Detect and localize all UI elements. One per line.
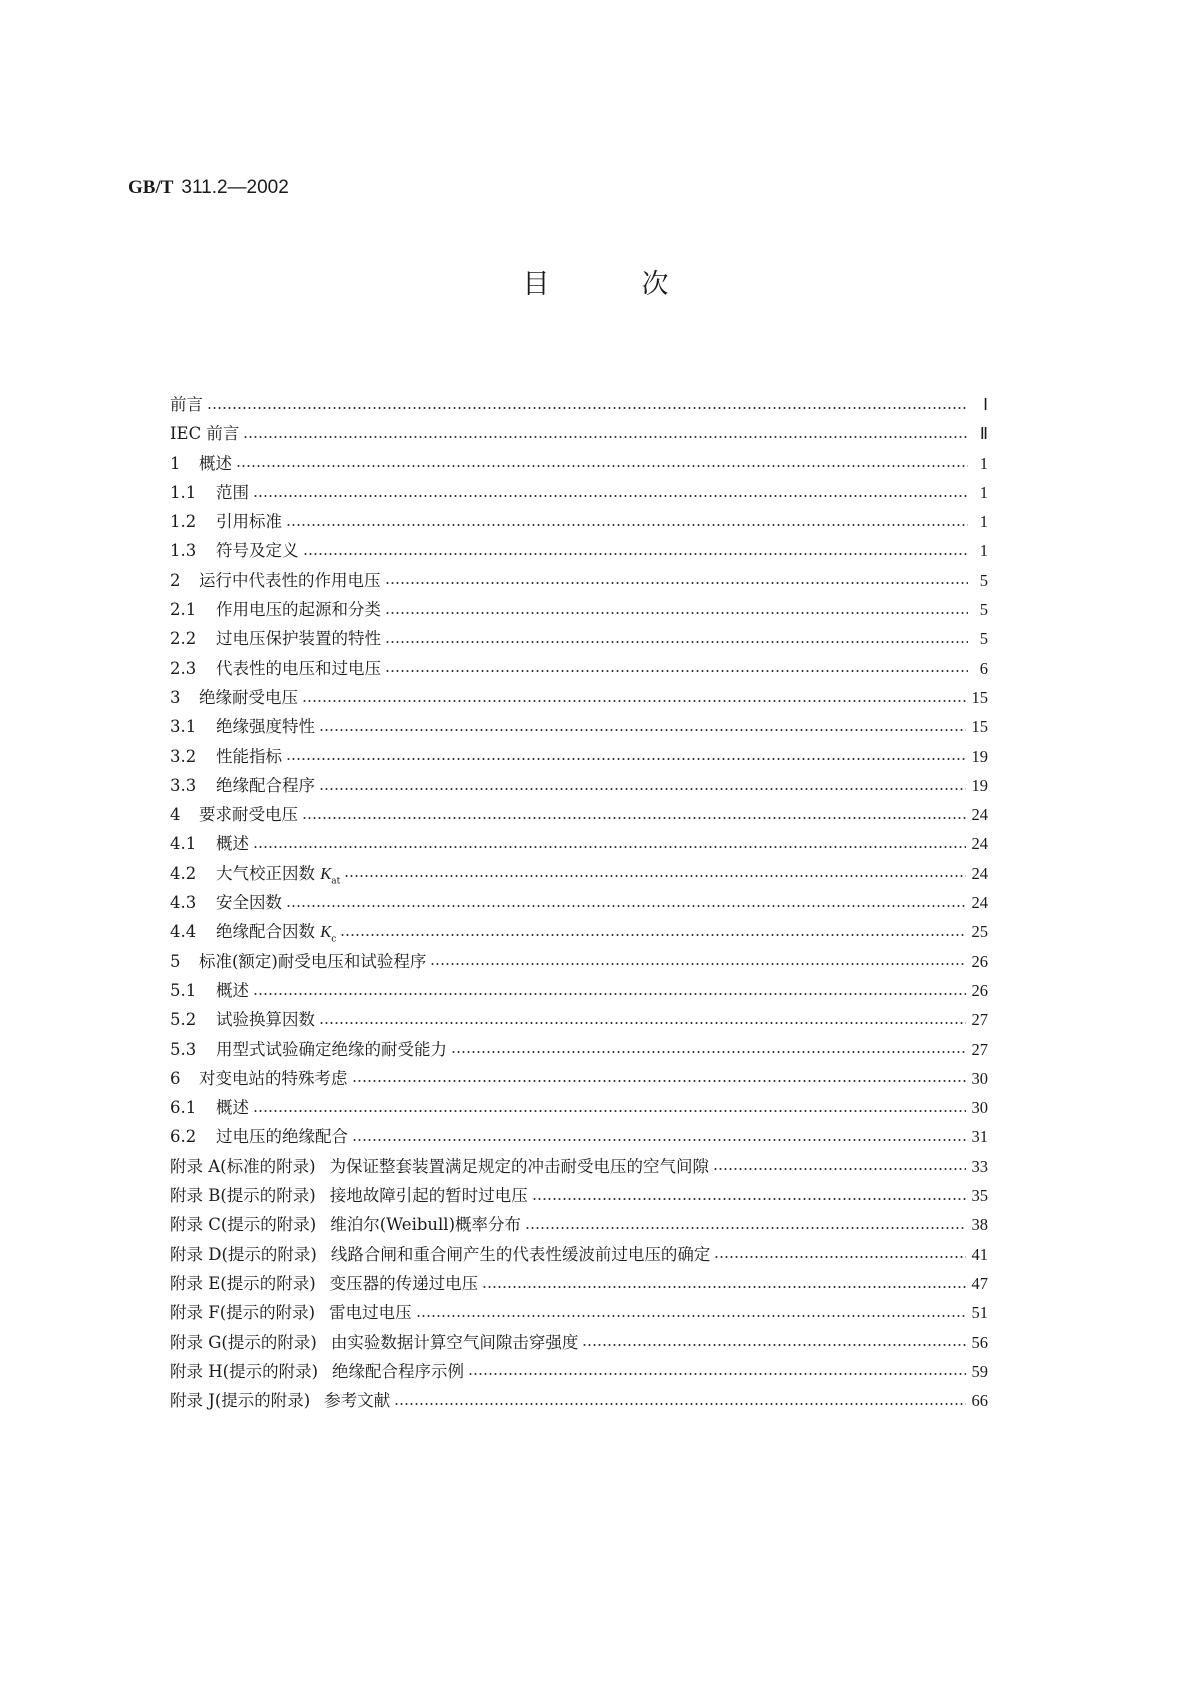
page-number: 26: [971, 980, 988, 1000]
entry-title: 前言: [170, 395, 203, 414]
dot-leader: [319, 787, 966, 791]
dot-leader: [253, 494, 968, 498]
standard-prefix: GB/T: [128, 177, 174, 198]
toc-entry[interactable]: [170, 1329, 988, 1358]
page-number: 19: [971, 775, 988, 795]
page-number: 5: [979, 570, 988, 590]
appendix-label: 附录 F(提示的附录): [170, 1303, 316, 1323]
entry-title: 标准(额定)耐受电压和试验程序: [199, 951, 427, 971]
entry-title: 绝缘强度特性: [216, 717, 315, 737]
dot-leader: [582, 1343, 965, 1347]
dot-leader: [253, 845, 966, 849]
entry-title: 雷电过电压: [329, 1303, 412, 1323]
dot-leader: [319, 1021, 966, 1025]
section-number: 5: [170, 951, 181, 971]
page-number: 51: [971, 1303, 988, 1323]
toc-entry[interactable]: [170, 391, 988, 420]
section-number: 4.3: [170, 893, 197, 913]
entry-title: 参考文献: [324, 1391, 391, 1411]
section-number: 1.1: [170, 482, 197, 502]
toc-entry[interactable]: [170, 684, 988, 713]
entry-title: 过电压保护装置的特性: [216, 629, 381, 649]
dot-leader: [385, 581, 969, 585]
section-number: 6.2: [170, 1127, 197, 1147]
entry-title: 为保证整套装置满足规定的冲击耐受电压的空气间隙: [329, 1156, 710, 1176]
toc-entry[interactable]: [170, 830, 988, 859]
dot-leader: [236, 464, 968, 468]
dot-leader: [243, 435, 968, 439]
toc-entry[interactable]: [170, 743, 988, 772]
toc-entry[interactable]: [170, 567, 988, 596]
section-number: 4.2: [170, 863, 197, 883]
entry-title: 安全因数: [216, 893, 282, 913]
dot-leader: [302, 816, 966, 820]
toc-entry[interactable]: [170, 1387, 988, 1416]
entry-title: 概述: [199, 453, 232, 473]
standard-number: [128, 176, 289, 199]
section-number: 4: [170, 805, 181, 825]
entry-title: 代表性的电压和过电压: [216, 658, 381, 678]
dot-leader: [385, 640, 968, 644]
entry-title: 维泊尔(Weibull)概率分布: [330, 1215, 522, 1235]
entry-title: IEC 前言: [170, 424, 240, 444]
section-number: 1.3: [170, 541, 197, 561]
dot-leader: [385, 669, 968, 673]
page-number: 35: [971, 1186, 988, 1206]
appendix-label: 附录 D(提示的附录): [170, 1244, 317, 1264]
page-number: 25: [971, 922, 988, 942]
dot-leader: [385, 611, 968, 615]
toc-entry[interactable]: [170, 889, 988, 918]
toc-entry[interactable]: [170, 1241, 988, 1270]
page-number: 47: [971, 1273, 988, 1293]
toc-entry[interactable]: [170, 596, 988, 625]
dot-leader: [253, 992, 966, 996]
entry-title: 概述: [216, 980, 249, 1000]
entry-title: 由实验数据计算空气间隙击穿强度: [330, 1332, 579, 1352]
entry-title: 绝缘配合程序示例: [332, 1361, 465, 1381]
toc-entry[interactable]: [170, 1065, 988, 1094]
entry-title: 大气校正因数: [216, 863, 321, 883]
toc-entry[interactable]: [170, 655, 988, 684]
entry-title: 试验换算因数: [216, 1010, 315, 1030]
toc-entry[interactable]: [170, 479, 988, 508]
dot-leader: [319, 728, 966, 732]
entry-title: 范围: [216, 482, 249, 502]
entry-title: 绝缘配合因数: [216, 922, 321, 942]
section-number: 6: [170, 1068, 181, 1088]
symbol-subscript: c: [331, 934, 337, 945]
dot-leader: [430, 962, 965, 966]
section-number: 3.3: [170, 775, 197, 795]
entry-title: 引用标准: [216, 512, 282, 532]
toc-entry[interactable]: [170, 1270, 988, 1299]
page-number: 24: [971, 805, 988, 825]
toc-entry[interactable]: [170, 625, 988, 654]
page-number: 1: [979, 453, 988, 473]
appendix-label: 附录 G(提示的附录): [170, 1332, 317, 1352]
section-number: 4.1: [170, 834, 197, 854]
section-number: 3.2: [170, 746, 197, 766]
entry-title: 绝缘配合程序: [216, 775, 315, 795]
toc-entry[interactable]: [170, 1153, 988, 1182]
dot-leader: [352, 1079, 966, 1083]
page-number: 15: [971, 687, 988, 707]
dot-leader: [344, 874, 965, 878]
page-number: 30: [971, 1068, 988, 1088]
standard-code: 311.2—2002: [181, 177, 289, 198]
section-number: 5.2: [170, 1010, 197, 1030]
page-title: 目次: [522, 269, 761, 300]
section-number: 5.1: [170, 980, 197, 1000]
toc-entry[interactable]: [170, 1211, 988, 1240]
page-number: 6: [979, 658, 988, 678]
table-of-contents: [170, 391, 988, 1416]
entry-title: 绝缘耐受电压: [199, 687, 298, 707]
section-number: 2: [170, 570, 181, 590]
entry-title: 符号及定义: [216, 541, 299, 561]
section-number: 2.3: [170, 658, 197, 678]
page-number: 1: [979, 541, 988, 561]
dot-leader: [253, 1109, 966, 1113]
appendix-label: 附录 C(提示的附录): [170, 1215, 317, 1235]
toc-entry[interactable]: [170, 420, 988, 449]
page-number: 15: [971, 717, 988, 737]
page-number: 41: [971, 1244, 988, 1264]
page-number: 27: [971, 1010, 988, 1030]
page-number: 38: [971, 1215, 988, 1235]
appendix-label: 附录 J(提示的附录): [170, 1391, 311, 1411]
toc-entry[interactable]: [170, 1299, 988, 1328]
page-number: 56: [971, 1332, 988, 1352]
dot-leader: [286, 904, 966, 908]
toc-entry[interactable]: [170, 1036, 988, 1065]
section-number: 6.1: [170, 1098, 197, 1118]
entry-title: 过电压的绝缘配合: [216, 1127, 348, 1147]
page-number: 5: [979, 600, 988, 620]
dot-leader: [525, 1226, 965, 1230]
toc-entry[interactable]: [170, 713, 988, 742]
entry-title: 用型式试验确定绝缘的耐受能力: [216, 1039, 447, 1059]
page-number: 59: [971, 1361, 988, 1381]
toc-entry[interactable]: [170, 918, 988, 947]
symbol: K: [320, 922, 332, 942]
dot-leader: [451, 1050, 966, 1054]
toc-entry[interactable]: [170, 508, 988, 537]
toc-entry[interactable]: [170, 801, 988, 830]
toc-entry[interactable]: [170, 1006, 988, 1035]
page-number: 19: [971, 746, 988, 766]
dot-leader: [207, 406, 968, 410]
dot-leader: [286, 523, 968, 527]
dot-leader: [340, 933, 965, 937]
dot-leader: [468, 1372, 965, 1376]
section-number: 3: [170, 687, 181, 707]
toc-entry[interactable]: [170, 1094, 988, 1123]
toc-entry[interactable]: [170, 450, 988, 479]
section-number: 1: [170, 453, 181, 473]
section-number: 2.1: [170, 600, 197, 620]
dot-leader: [394, 1402, 965, 1406]
page-number: 24: [971, 834, 988, 854]
entry-title: 对变电站的特殊考虑: [199, 1068, 348, 1088]
dot-leader: [352, 1138, 966, 1142]
toc-entry[interactable]: [170, 537, 988, 566]
entry-title: 作用电压的起源和分类: [216, 600, 381, 620]
page-number: 26: [971, 951, 988, 971]
entry-title: 变压器的传递过电压: [329, 1273, 479, 1293]
entry-title: 概述: [216, 1098, 249, 1118]
toc-entry[interactable]: [170, 1358, 988, 1387]
toc-entry[interactable]: [170, 1123, 988, 1152]
symbol-subscript: at: [331, 876, 341, 887]
toc-entry[interactable]: [170, 977, 988, 1006]
entry-title: 运行中代表性的作用电压: [199, 570, 381, 590]
entry-title: 概述: [216, 834, 249, 854]
page-number: 27: [971, 1039, 988, 1059]
symbol: K: [320, 863, 332, 883]
entry-title: 性能指标: [216, 746, 282, 766]
page-number: 5: [979, 629, 988, 649]
dot-leader: [714, 1255, 965, 1259]
toc-entry[interactable]: [170, 772, 988, 801]
page-number: Ⅱ: [979, 424, 988, 444]
dot-leader: [532, 1197, 966, 1201]
page-number: 66: [971, 1391, 988, 1411]
page-number: 24: [971, 893, 988, 913]
dot-leader: [286, 757, 966, 761]
dot-leader: [416, 1314, 966, 1318]
page-number: 1: [979, 512, 988, 532]
dot-leader: [482, 1285, 965, 1289]
page-number: 24: [971, 863, 988, 883]
appendix-label: 附录 H(提示的附录): [170, 1361, 319, 1381]
appendix-label: 附录 B(提示的附录): [170, 1186, 316, 1206]
entry-title: 接地故障引起的暂时过电压: [329, 1186, 528, 1206]
entry-title: 线路合闸和重合闸产生的代表性缓波前过电压的确定: [330, 1244, 711, 1264]
page-number: 1: [979, 482, 988, 502]
section-number: 3.1: [170, 717, 197, 737]
dot-leader: [713, 1167, 965, 1171]
appendix-label: 附录 A(标准的附录): [170, 1156, 316, 1176]
section-number: 5.3: [170, 1039, 197, 1059]
toc-entry[interactable]: [170, 948, 988, 977]
section-number: 1.2: [170, 512, 197, 532]
dot-leader: [302, 699, 966, 703]
section-number: 4.4: [170, 922, 197, 942]
toc-entry[interactable]: [170, 1182, 988, 1211]
section-number: 2.2: [170, 629, 197, 649]
page-number: 33: [971, 1156, 988, 1176]
dot-leader: [303, 552, 969, 556]
page-number: Ⅰ: [983, 395, 988, 414]
toc-entry[interactable]: [170, 860, 988, 889]
appendix-label: 附录 E(提示的附录): [170, 1273, 316, 1293]
page-number: 30: [971, 1098, 988, 1118]
page-number: 31: [971, 1127, 988, 1147]
entry-title: 要求耐受电压: [199, 805, 298, 825]
